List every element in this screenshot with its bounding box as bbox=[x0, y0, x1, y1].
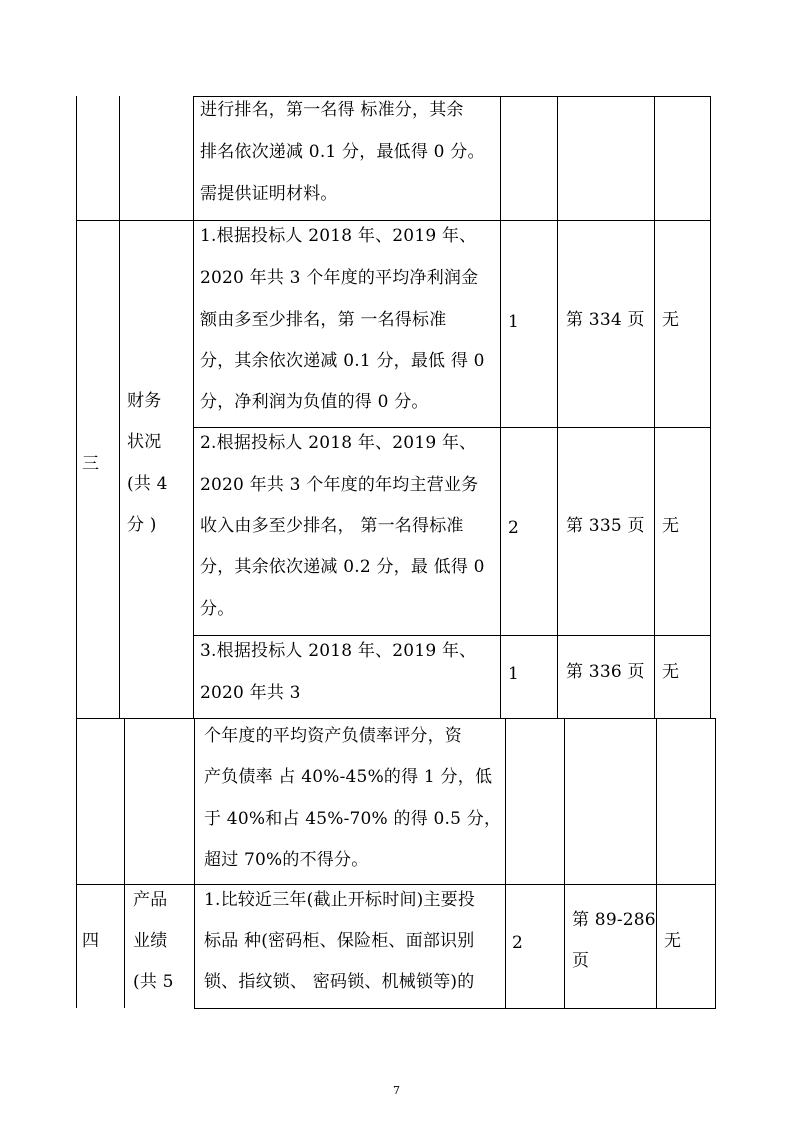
grid-line bbox=[124, 718, 125, 1008]
grid-line bbox=[564, 718, 565, 1008]
score-value: 2 bbox=[508, 518, 520, 538]
criteria-text-line: 分，其余依次递减 0.1 分，最低 得 0 bbox=[200, 351, 485, 371]
category-label-line: 财务 bbox=[127, 391, 162, 411]
criteria-text-line: 超过 70%的不得分。 bbox=[204, 850, 369, 870]
criteria-text-line: 个年度的平均资产负债率评分，资 bbox=[204, 726, 462, 746]
criteria-text-line: 分，净利润为负值的得 0 分。 bbox=[200, 392, 429, 412]
grid-line bbox=[193, 635, 711, 636]
grid-line bbox=[119, 96, 120, 718]
criteria-text-line: 分。 bbox=[200, 599, 235, 619]
criteria-text-line: 1.根据投标人 2018 年、2019 年、 bbox=[200, 226, 477, 246]
grid-line bbox=[193, 96, 711, 97]
deviation-value: 无 bbox=[662, 310, 680, 330]
score-value: 2 bbox=[512, 933, 524, 953]
criteria-text-line: 收入由多至少排名， 第一名得标准 bbox=[200, 516, 464, 536]
grid-line bbox=[710, 96, 711, 718]
grid-line bbox=[76, 884, 716, 885]
criteria-text-line: 1.比较近三年(截止开标时间)主要投 bbox=[204, 890, 476, 910]
score-value: 1 bbox=[508, 664, 520, 684]
criteria-text-line: 于 40%和占 45%-70% 的得 0.5 分， bbox=[204, 809, 502, 829]
criteria-text-line: 2020 年共 3 bbox=[200, 683, 301, 703]
page-reference: 第 335 页 bbox=[566, 516, 645, 536]
criteria-text-line: 需提供证明材料。 bbox=[200, 184, 338, 204]
page-reference: 第 334 页 bbox=[566, 310, 645, 330]
criteria-text-line: 标品 种(密码柜、保险柜、面部识别 bbox=[204, 931, 475, 951]
grid-line bbox=[715, 718, 716, 1008]
grid-line bbox=[505, 718, 506, 1008]
category-label-line: (共 5 bbox=[133, 972, 174, 992]
deviation-value: 无 bbox=[662, 516, 680, 536]
page-reference: 第 89-286 bbox=[572, 910, 656, 930]
criteria-text-line: 分，其余依次递减 0.2 分，最 低得 0 bbox=[200, 557, 485, 577]
criteria-text-line: 3.根据投标人 2018 年、2019 年、 bbox=[200, 641, 477, 661]
criteria-text-line: 2.根据投标人 2018 年、2019 年、 bbox=[200, 433, 477, 453]
section-number: 四 bbox=[82, 931, 100, 951]
category-label-line: 状况 bbox=[127, 432, 162, 452]
grid-line bbox=[193, 96, 194, 718]
grid-line bbox=[76, 96, 77, 718]
score-value: 1 bbox=[508, 312, 520, 332]
grid-line bbox=[76, 220, 711, 221]
page-reference: 第 336 页 bbox=[566, 662, 645, 682]
criteria-text-line: 排名依次递减 0.1 分，最低得 0 分。 bbox=[200, 142, 485, 162]
grid-line bbox=[194, 718, 195, 1008]
deviation-value: 无 bbox=[664, 931, 682, 951]
category-label-line: 产品 bbox=[133, 890, 168, 910]
criteria-text-line: 额由多至少排名，第 一名得标准 bbox=[200, 310, 447, 330]
category-label-line: (共 4 bbox=[127, 474, 168, 494]
category-label-line: 分 ) bbox=[127, 515, 157, 535]
page-number: 7 bbox=[393, 1084, 400, 1097]
criteria-text-line: 2020 年共 3 个年度的平均净利润金 bbox=[200, 268, 479, 288]
category-label-line: 业绩 bbox=[133, 931, 168, 951]
deviation-value: 无 bbox=[662, 662, 680, 682]
grid-line bbox=[654, 96, 655, 718]
grid-line bbox=[76, 718, 77, 1008]
grid-line bbox=[76, 718, 716, 719]
criteria-text-line: 锁、指纹锁、 密码锁、机械锁等)的 bbox=[204, 972, 475, 992]
grid-line bbox=[194, 1008, 716, 1009]
grid-line bbox=[557, 96, 558, 718]
grid-line bbox=[500, 96, 501, 718]
criteria-text-line: 产负债率 占 40%-45%的得 1 分，低 bbox=[204, 767, 493, 787]
criteria-text-line: 进行排名，第一名得 标准分，其余 bbox=[200, 100, 464, 120]
grid-line bbox=[193, 427, 711, 428]
section-number: 三 bbox=[82, 454, 100, 474]
grid-line bbox=[656, 718, 657, 1008]
criteria-text-line: 2020 年共 3 个年度的年均主营业务 bbox=[200, 475, 479, 495]
page-reference: 页 bbox=[572, 951, 590, 971]
